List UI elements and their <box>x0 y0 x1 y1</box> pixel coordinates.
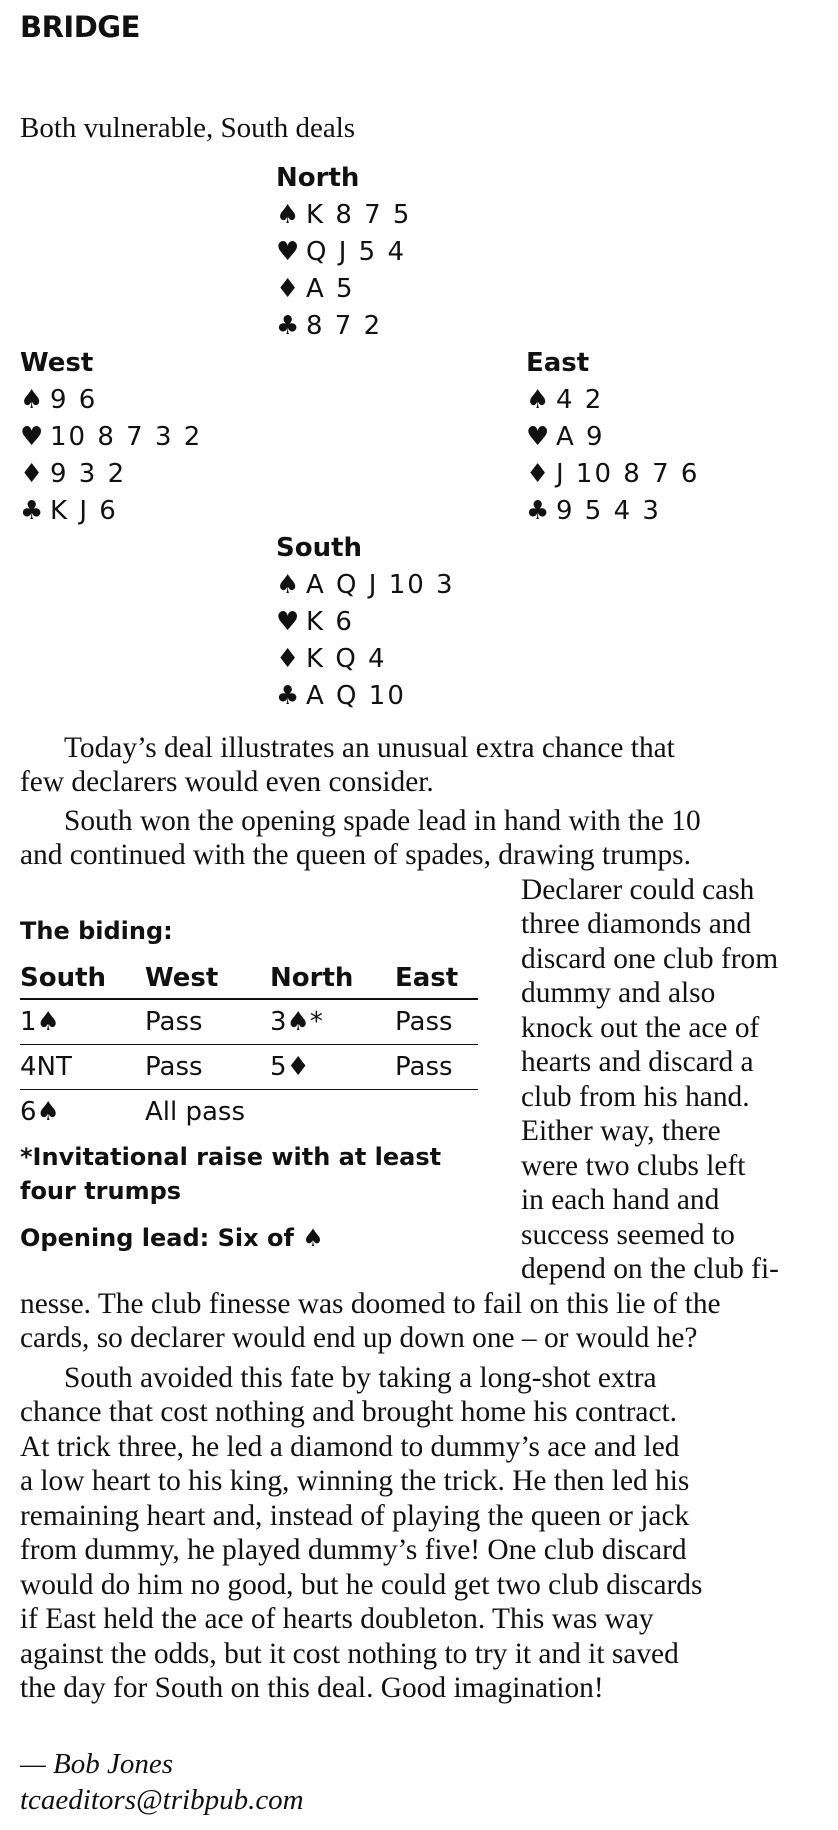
bid-cell: Pass <box>145 1045 270 1090</box>
club-icon: ♣ <box>526 496 550 526</box>
bid-cell: 3♠* <box>270 999 395 1045</box>
north-hand <box>276 160 411 345</box>
article-line: Today’s deal illustrates an unusual extra chance that <box>64 732 675 764</box>
opening-lead: Opening lead: Six of ♠ <box>20 1224 324 1252</box>
east-hearts: A 9 <box>556 422 605 452</box>
bid-cell: 5♦ <box>270 1045 395 1090</box>
spade-icon: ♠ <box>526 385 550 415</box>
article-line: hearts and discard a <box>521 1046 754 1078</box>
bidding-column-header: North <box>270 958 395 999</box>
article-line: remaining heart and, instead of playing the queen or jack <box>20 1500 690 1532</box>
article-line: a low heart to his king, winning the trick. He then led his <box>20 1465 690 1497</box>
west-spades: 9 6 <box>50 385 98 415</box>
south-spades: A Q J 10 3 <box>306 570 455 600</box>
bidding-table <box>20 958 478 1134</box>
north-label: North <box>276 163 360 193</box>
article-line: South avoided this fate by taking a long-shot extra <box>64 1362 657 1394</box>
west-diamonds: 9 3 2 <box>50 459 127 489</box>
bidding-column-header: South <box>20 958 145 999</box>
east-hand <box>526 345 699 530</box>
article-line: club from his hand. <box>521 1081 750 1113</box>
diamond-icon: ♦ <box>526 459 550 489</box>
article-line: in each hand and <box>521 1184 720 1216</box>
article-line: chance that cost nothing and brought home his contract. <box>20 1396 678 1428</box>
article-line: if East held the ace of hearts doubleton. This was way <box>20 1603 654 1635</box>
article-line: dummy and also <box>521 977 716 1009</box>
bidding-row <box>20 999 478 1045</box>
bidding-row <box>20 1090 478 1135</box>
bidding-row <box>20 1045 478 1090</box>
heart-icon: ♥ <box>526 422 550 452</box>
article-line: the day for South on this deal. Good imagination! <box>20 1672 604 1704</box>
east-diamonds: J 10 8 7 6 <box>556 459 700 489</box>
heart-icon: ♥ <box>276 607 300 637</box>
article-line: would do him no good, but he could get two club discards <box>20 1569 703 1601</box>
bidding-column-header: East <box>395 958 478 999</box>
bid-cell <box>395 1090 478 1135</box>
bid-cell: All pass <box>145 1097 246 1127</box>
article-line: Declarer could cash <box>521 874 755 906</box>
bidding-heading: The biding: <box>20 917 173 945</box>
club-icon: ♣ <box>276 311 300 341</box>
article-line: were two clubs left <box>521 1150 746 1182</box>
west-hand <box>20 345 202 530</box>
south-clubs: A Q 10 <box>306 681 406 711</box>
east-clubs: 9 5 4 3 <box>556 496 661 526</box>
article-line: Either way, there <box>521 1115 721 1147</box>
article-line: nesse. The club finesse was doomed to fail on this lie of the <box>20 1288 721 1320</box>
article-line: depend on the club fi- <box>521 1253 779 1285</box>
west-clubs: K J 6 <box>50 496 118 526</box>
south-diamonds: K Q 4 <box>306 644 387 674</box>
north-diamonds: A 5 <box>306 274 355 304</box>
article-line: success seemed to <box>521 1219 735 1251</box>
bid-cell: Pass <box>145 999 270 1045</box>
east-spades: 4 2 <box>556 385 604 415</box>
article-line: and continued with the queen of spades, drawing trumps. <box>20 839 691 871</box>
article-line: discard one club from <box>521 943 779 975</box>
heart-icon: ♥ <box>276 237 300 267</box>
west-label: West <box>20 348 94 378</box>
bid-cell: Pass <box>395 1045 478 1090</box>
bid-cell: 4NT <box>20 1045 145 1090</box>
article-line: few declarers would even consider. <box>20 766 434 798</box>
north-clubs: 8 7 2 <box>306 311 383 341</box>
south-label: South <box>276 533 363 563</box>
north-spades: K 8 7 5 <box>306 200 412 230</box>
south-hand <box>276 530 455 715</box>
contact-email: tcaeditors@tribpub.com <box>20 1784 304 1816</box>
bid-cell <box>270 1090 395 1135</box>
club-icon: ♣ <box>276 681 300 711</box>
article-line: three diamonds and <box>521 908 752 940</box>
column-title: BRIDGE <box>20 10 140 44</box>
author-byline: — Bob Jones <box>20 1748 174 1780</box>
spade-icon: ♠ <box>276 570 300 600</box>
diamond-icon: ♦ <box>20 459 44 489</box>
spade-icon: ♠ <box>276 200 300 230</box>
article-line: against the odds, but it cost nothing to try it and it saved <box>20 1638 679 1670</box>
west-hearts: 10 8 7 3 2 <box>50 422 203 452</box>
bid-cell: 6♠ <box>20 1097 60 1127</box>
deal-conditions: Both vulnerable, South deals <box>20 112 356 144</box>
bid-cell: 1♠ <box>20 999 145 1045</box>
article-line: knock out the ace of <box>521 1012 760 1044</box>
bid-cell: Pass <box>395 999 478 1045</box>
diamond-icon: ♦ <box>276 644 300 674</box>
article-line: from dummy, he played dummy’s five! One club discard <box>20 1534 687 1566</box>
north-hearts: Q J 5 4 <box>306 237 407 267</box>
article-line: At trick three, he led a diamond to dummy’s ace and led <box>20 1431 680 1463</box>
east-label: East <box>526 348 590 378</box>
article-line: cards, so declarer would end up down one – or would he? <box>20 1322 698 1354</box>
diamond-icon: ♦ <box>276 274 300 304</box>
heart-icon: ♥ <box>20 422 44 452</box>
south-hearts: K 6 <box>306 607 354 637</box>
spade-icon: ♠ <box>20 385 44 415</box>
article-line: South won the opening spade lead in hand with the 10 <box>64 805 701 837</box>
bidding-footnote: *Invitational raise with at least four trumps <box>20 1143 442 1205</box>
club-icon: ♣ <box>20 496 44 526</box>
bidding-column-header: West <box>145 958 270 999</box>
